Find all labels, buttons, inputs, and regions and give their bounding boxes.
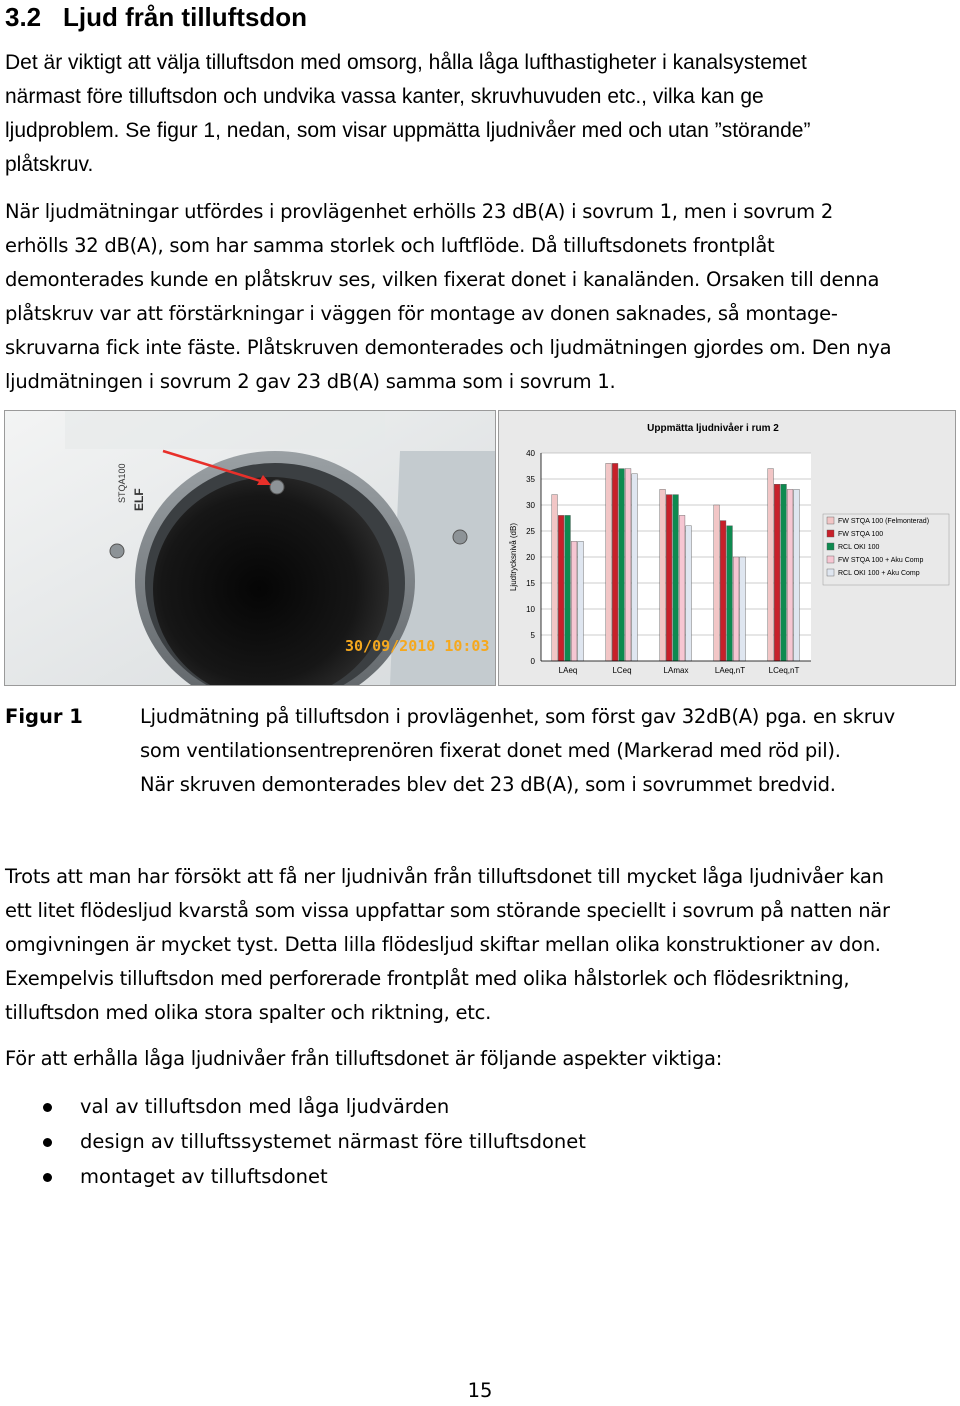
- chart-bar: [552, 495, 558, 661]
- device-label: STQA100: [117, 463, 127, 503]
- y-tick-label: 10: [526, 605, 535, 614]
- chart-bar: [787, 489, 793, 661]
- list-item: [0, 1089, 960, 1124]
- chart-bar: [666, 495, 672, 661]
- aspects-list: [0, 1089, 960, 1194]
- paragraph-line: plåtskruv.: [5, 153, 94, 176]
- paragraph-line: Exempelvis tilluftsdon med perforerade frontplåt med olika hålstorlek och flödesriktning,: [5, 967, 850, 990]
- paragraph-line: närmast före tilluftsdon och undvika vassa kanter, skruvhuvuden etc., vilka kan ge: [5, 85, 764, 108]
- panel-edge: [65, 411, 385, 449]
- chart-bar: [673, 495, 679, 661]
- legend-label: FW STQA 100 + Aku Comp: [838, 557, 924, 564]
- chart-bar: [768, 469, 774, 661]
- list-item-text: val av tilluftsdon med låga ljudvärden: [80, 1095, 450, 1118]
- y-tick-label: 20: [526, 553, 535, 562]
- figure-label: Figur 1: [5, 705, 83, 728]
- chart-bar: [720, 521, 726, 661]
- chart-bar: [632, 474, 638, 661]
- caption-line: som ventilationsentreprenören fixerat donet med (Markerad med röd pil).: [140, 739, 841, 762]
- chart-bar: [571, 541, 577, 661]
- list-item-text: montaget av tilluftsdonet: [80, 1165, 328, 1188]
- legend-swatch: [827, 556, 834, 563]
- section-number: 3.2: [5, 2, 42, 32]
- y-tick-label: 30: [526, 501, 535, 510]
- bullet-icon: [43, 1138, 52, 1147]
- list-item: [0, 1159, 960, 1194]
- legend-label: FW STQA 100: [838, 531, 884, 538]
- paragraph-line: erhölls 32 dB(A), som har samma storlek och luftflöde. Då tilluftsdonets frontplåt: [5, 234, 775, 257]
- paragraph-line: När ljudmätningar utfördes i provlägenhet erhölls 23 dB(A) i sovrum 1, men i sovrum 2: [5, 200, 833, 223]
- chart-bar: [612, 463, 618, 661]
- figure-caption: [140, 700, 955, 802]
- brand-logo-icon: ELF: [132, 488, 146, 511]
- chart-bar: [578, 541, 584, 661]
- chart-bar: [727, 526, 733, 661]
- paragraph-line: ljudproblem. Se figur 1, nedan, som visar uppmätta ljudnivåer med och utan ”störande”: [5, 119, 811, 142]
- section-heading: [5, 0, 307, 34]
- caption-line: Ljudmätning på tilluftsdon i provlägenhet, som först gav 32dB(A) pga. en skruv: [140, 705, 895, 728]
- sound-level-chart: [498, 410, 956, 686]
- y-tick-label: 15: [526, 579, 535, 588]
- paragraph-line: ljudmätningen i sovrum 2 gav 23 dB(A) samma som i sovrum 1.: [5, 370, 616, 393]
- page-number: 15: [467, 1379, 493, 1402]
- y-tick-label: 0: [530, 657, 535, 666]
- chart-canvas: [499, 411, 955, 685]
- paragraph-line: plåtskruv var att förstärkningar i väggen för montage av donen saknades, så montage-: [5, 302, 838, 325]
- diffuser-photo-drawing: [5, 411, 495, 685]
- section-title: Ljud från tilluftsdon: [63, 2, 308, 32]
- y-tick-label: 35: [526, 475, 535, 484]
- chart-bar: [714, 505, 720, 661]
- legend-label: RCL OKI 100: [838, 544, 880, 551]
- chart-bar: [625, 469, 631, 661]
- measurement-paragraph: [5, 195, 955, 399]
- screw-icon: [110, 544, 124, 558]
- legend-label: RCL OKI 100 + Aku Comp: [838, 570, 920, 577]
- y-tick-label: 25: [526, 527, 535, 536]
- photo-timestamp: 30/09/2010 10:03: [345, 637, 490, 655]
- chart-bar: [794, 489, 800, 661]
- chart-ylabel: Ljudtrycksnivå (dB): [509, 522, 518, 592]
- intro-paragraph: [5, 46, 955, 182]
- chart-bar: [733, 557, 739, 661]
- x-tick-label: LAeq,nT: [714, 666, 746, 675]
- screw-icon: [270, 480, 284, 494]
- paragraph-line: För att erhålla låga ljudnivåer från tilluftsdonet är följande aspekter viktiga:: [5, 1047, 723, 1070]
- x-tick-label: LCeq: [612, 666, 632, 675]
- flow-noise-paragraph: [5, 860, 955, 1030]
- y-tick-label: 5: [530, 631, 535, 640]
- bullet-icon: [43, 1173, 52, 1182]
- legend-swatch: [827, 530, 834, 537]
- x-tick-label: LCeq,nT: [768, 666, 800, 675]
- screw-icon: [453, 530, 467, 544]
- bullet-icon: [43, 1103, 52, 1112]
- chart-bar: [619, 469, 625, 661]
- paragraph-line: ett litet flödesljud kvarstå som vissa uppfattar som störande speciellt i sovrum på natten när: [5, 899, 890, 922]
- chart-bar: [686, 526, 692, 661]
- paragraph-line: demonterades kunde en plåtskruv ses, vilken fixerat donet i kanaländen. Orsaken till denna: [5, 268, 880, 291]
- legend-swatch: [827, 569, 834, 576]
- paragraph-line: omgivningen är mycket tyst. Detta lilla flödesljud skiftar mellan olika konstruktioner av don.: [5, 933, 881, 956]
- chart-bar: [660, 489, 666, 661]
- x-tick-label: LAmax: [663, 666, 689, 675]
- legend-swatch: [827, 517, 834, 524]
- legend-label: FW STQA 100 (Felmonterad): [838, 518, 930, 525]
- list-item-text: design av tilluftssystemet närmast före tilluftsdonet: [80, 1130, 586, 1153]
- legend-swatch: [827, 543, 834, 550]
- paragraph-line: Det är viktigt att välja tilluftsdon med omsorg, hålla låga lufthastigheter i kanalsystemet: [5, 51, 807, 74]
- x-tick-label: LAeq: [558, 666, 578, 675]
- aspects-intro: [5, 1042, 955, 1076]
- chart-bar: [565, 515, 571, 661]
- chart-bar: [558, 515, 564, 661]
- chart-bar: [679, 515, 685, 661]
- y-tick-label: 40: [526, 449, 535, 458]
- paragraph-line: tilluftsdon med olika stora spalter och riktning, etc.: [5, 1001, 492, 1024]
- chart-bar: [774, 484, 780, 661]
- chart-bar: [740, 557, 746, 661]
- chart-title: Uppmätta ljudnivåer i rum 2: [647, 423, 779, 434]
- diffuser-photo: [4, 410, 496, 686]
- paragraph-line: Trots att man har försökt att få ner ljudnivån från tilluftsdonet till mycket låga ljudnivåer kan: [5, 865, 884, 888]
- chart-bar: [606, 463, 612, 661]
- list-item: [0, 1124, 960, 1159]
- chart-bar: [781, 484, 787, 661]
- paragraph-line: skruvarna fick inte fäste. Plåtskruven demonterades och ljudmätningen gjordes om. Den nya: [5, 336, 892, 359]
- caption-line: När skruven demonterades blev det 23 dB(A), som i sovrummet bredvid.: [140, 773, 836, 796]
